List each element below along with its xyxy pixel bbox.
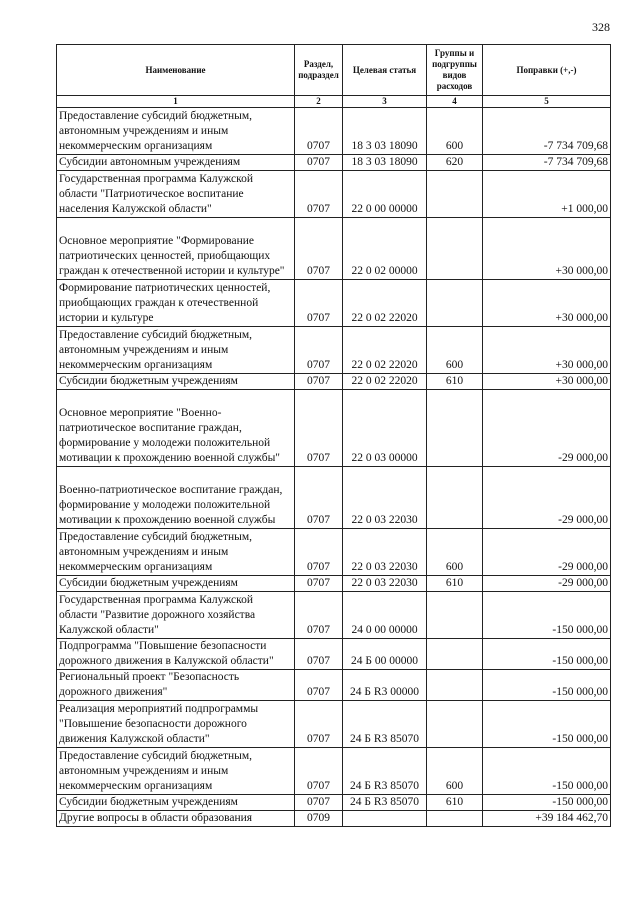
- row-amendment-amount: -150 000,00: [483, 795, 611, 811]
- column-number: 4: [427, 96, 483, 108]
- row-amendment-amount: -150 000,00: [483, 592, 611, 639]
- table-row: [57, 639, 611, 670]
- row-expense-group: [427, 811, 483, 827]
- row-name: Региональный проект "Безопасность дорожного движения": [57, 670, 295, 701]
- row-amendment-amount: -29 000,00: [483, 390, 611, 467]
- row-name: Субсидии бюджетным учреждениям: [57, 795, 295, 811]
- row-target-article: 22 0 02 22020: [343, 327, 427, 374]
- row-expense-group: 600: [427, 748, 483, 795]
- row-expense-group: 610: [427, 374, 483, 390]
- column-number: 1: [57, 96, 295, 108]
- row-section: 0707: [295, 701, 343, 748]
- row-expense-group: 610: [427, 576, 483, 592]
- row-amendment-amount: +30 000,00: [483, 327, 611, 374]
- row-amendment-amount: -29 000,00: [483, 576, 611, 592]
- row-target-article: 24 Б 00 00000: [343, 639, 427, 670]
- table-body: [57, 108, 611, 827]
- table-row: [57, 529, 611, 576]
- column-number: 3: [343, 96, 427, 108]
- row-expense-group: [427, 171, 483, 218]
- row-expense-group: [427, 639, 483, 670]
- table-row: [57, 701, 611, 748]
- row-target-article: 22 0 02 22020: [343, 280, 427, 327]
- row-expense-group: [427, 467, 483, 529]
- row-name: Предоставление субсидий бюджетным, автономным учреждениям и иным некоммерческим организациям: [57, 529, 295, 576]
- row-section: 0707: [295, 467, 343, 529]
- row-section: 0707: [295, 748, 343, 795]
- row-expense-group: [427, 592, 483, 639]
- row-section: 0707: [295, 639, 343, 670]
- row-section: 0707: [295, 390, 343, 467]
- row-expense-group: [427, 390, 483, 467]
- row-target-article: 22 0 03 22030: [343, 529, 427, 576]
- row-section: 0707: [295, 280, 343, 327]
- row-section: 0707: [295, 327, 343, 374]
- row-amendment-amount: +30 000,00: [483, 218, 611, 280]
- row-section: 0707: [295, 374, 343, 390]
- column-numbers-row: [57, 96, 611, 108]
- header-section: Раздел, подраздел: [295, 45, 343, 96]
- row-expense-group: 600: [427, 327, 483, 374]
- row-section: 0707: [295, 108, 343, 155]
- row-target-article: 22 0 03 22030: [343, 467, 427, 529]
- table-row: [57, 390, 611, 467]
- table-row: [57, 467, 611, 529]
- header-target: Целевая статья: [343, 45, 427, 96]
- row-section: 0707: [295, 576, 343, 592]
- row-target-article: [343, 811, 427, 827]
- row-expense-group: 620: [427, 155, 483, 171]
- header-groups: Группы и подгруппы видов расходов: [427, 45, 483, 96]
- row-name: Предоставление субсидий бюджетным, автономным учреждениям и иным некоммерческим организациям: [57, 327, 295, 374]
- row-expense-group: [427, 670, 483, 701]
- row-target-article: 18 3 03 18090: [343, 155, 427, 171]
- row-name: Формирование патриотических ценностей, приобщающих граждан к отечественной истории и культуре: [57, 280, 295, 327]
- row-expense-group: 600: [427, 529, 483, 576]
- budget-amendments-table: [56, 44, 611, 827]
- row-amendment-amount: +39 184 462,70: [483, 811, 611, 827]
- row-section: 0709: [295, 811, 343, 827]
- table-row: [57, 108, 611, 155]
- table-row: [57, 374, 611, 390]
- header-name: Наименование: [57, 45, 295, 96]
- row-target-article: 24 Б R3 85070: [343, 795, 427, 811]
- row-target-article: 24 Б R3 85070: [343, 701, 427, 748]
- row-section: 0707: [295, 155, 343, 171]
- table-row: [57, 155, 611, 171]
- header-amendments: Поправки (+,-): [483, 45, 611, 96]
- table-row: [57, 576, 611, 592]
- row-expense-group: [427, 280, 483, 327]
- row-target-article: 22 0 02 00000: [343, 218, 427, 280]
- table-row: [57, 811, 611, 827]
- row-amendment-amount: -7 734 709,68: [483, 155, 611, 171]
- row-expense-group: 610: [427, 795, 483, 811]
- row-name: Основное мероприятие "Военно-патриотическое воспитание граждан, формирование у молодежи положительной мотивации к прохождению военной службы": [57, 390, 295, 467]
- table-row: [57, 280, 611, 327]
- row-name: Другие вопросы в области образования: [57, 811, 295, 827]
- row-expense-group: 600: [427, 108, 483, 155]
- row-amendment-amount: +1 000,00: [483, 171, 611, 218]
- table-header-row: [57, 45, 611, 96]
- row-amendment-amount: -29 000,00: [483, 529, 611, 576]
- row-amendment-amount: -7 734 709,68: [483, 108, 611, 155]
- table-row: [57, 748, 611, 795]
- row-amendment-amount: +30 000,00: [483, 374, 611, 390]
- table-row: [57, 171, 611, 218]
- row-name: Подпрограмма "Повышение безопасности дорожного движения в Калужской области": [57, 639, 295, 670]
- column-number: 5: [483, 96, 611, 108]
- table-row: [57, 218, 611, 280]
- row-name: Субсидии автономным учреждениям: [57, 155, 295, 171]
- row-name: Предоставление субсидий бюджетным, автономным учреждениям и иным некоммерческим организациям: [57, 108, 295, 155]
- row-name: Предоставление субсидий бюджетным, автономным учреждениям и иным некоммерческим организациям: [57, 748, 295, 795]
- row-amendment-amount: -150 000,00: [483, 639, 611, 670]
- row-name: Реализация мероприятий подпрограммы "Повышение безопасности дорожного движения Калужской области": [57, 701, 295, 748]
- row-name: Основное мероприятие "Формирование патриотических ценностей, приобщающих граждан к отечественной истории и культуре": [57, 218, 295, 280]
- row-amendment-amount: -29 000,00: [483, 467, 611, 529]
- table-row: [57, 592, 611, 639]
- row-section: 0707: [295, 171, 343, 218]
- row-section: 0707: [295, 218, 343, 280]
- row-amendment-amount: -150 000,00: [483, 701, 611, 748]
- row-name: Государственная программа Калужской области "Развитие дорожного хозяйства Калужской области": [57, 592, 295, 639]
- row-name: Государственная программа Калужской области "Патриотическое воспитание населения Калужской области": [57, 171, 295, 218]
- row-target-article: 22 0 03 00000: [343, 390, 427, 467]
- table-row: [57, 795, 611, 811]
- row-name: Субсидии бюджетным учреждениям: [57, 374, 295, 390]
- table-row: [57, 670, 611, 701]
- row-amendment-amount: -150 000,00: [483, 670, 611, 701]
- row-section: 0707: [295, 592, 343, 639]
- table-row: [57, 327, 611, 374]
- row-section: 0707: [295, 529, 343, 576]
- row-target-article: 22 0 02 22020: [343, 374, 427, 390]
- row-target-article: 22 0 03 22030: [343, 576, 427, 592]
- row-amendment-amount: -150 000,00: [483, 748, 611, 795]
- row-section: 0707: [295, 795, 343, 811]
- page-number: 328: [592, 20, 610, 34]
- row-section: 0707: [295, 670, 343, 701]
- row-expense-group: [427, 218, 483, 280]
- row-amendment-amount: +30 000,00: [483, 280, 611, 327]
- row-name: Субсидии бюджетным учреждениям: [57, 576, 295, 592]
- row-target-article: 24 0 00 00000: [343, 592, 427, 639]
- row-target-article: 24 Б R3 85070: [343, 748, 427, 795]
- row-expense-group: [427, 701, 483, 748]
- row-target-article: 18 3 03 18090: [343, 108, 427, 155]
- column-number: 2: [295, 96, 343, 108]
- row-target-article: 22 0 00 00000: [343, 171, 427, 218]
- row-target-article: 24 Б R3 00000: [343, 670, 427, 701]
- row-name: Военно-патриотическое воспитание граждан, формирование у молодежи положительной мотивации к прохождению военной службы: [57, 467, 295, 529]
